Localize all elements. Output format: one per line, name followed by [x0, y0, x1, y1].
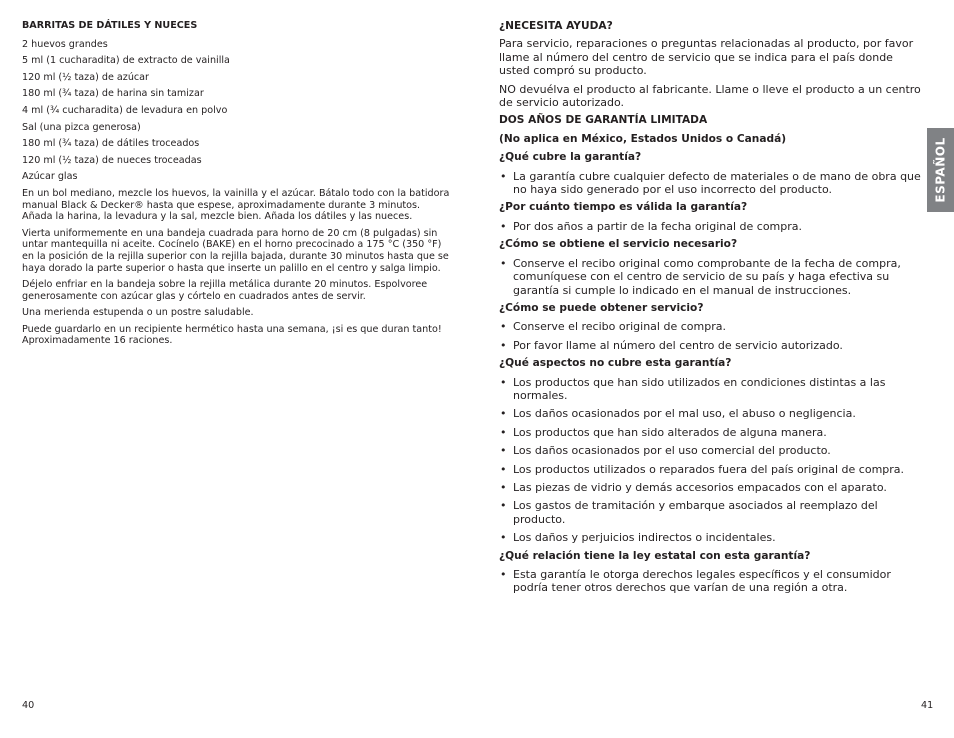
- instruction-paragraph: Una merienda estupenda o un postre saludable.: [22, 307, 254, 319]
- recipe-title: BARRITAS DE DÁTILES Y NUECES: [22, 20, 198, 31]
- page-number-left: 40: [22, 700, 35, 711]
- warranty-answer-item: • Los daños ocasionados por el mal uso, el abuso o negligencia.: [499, 407, 921, 420]
- warranty-answer-list: [499, 376, 921, 545]
- warranty-answer-item: • Conserve el recibo original como comprobante de la fecha de compra, comuníquese con el centro de servicio de su país y haga efectiva su garantía si cumple lo indicado en el manual de instrucciones.: [499, 257, 921, 297]
- ingredient-item: 180 ml (¾ taza) de dátiles troceados: [22, 138, 200, 150]
- ingredient-list: [22, 39, 452, 183]
- ingredient-item: 120 ml (½ taza) de nueces troceadas: [22, 154, 202, 166]
- help-paragraph: NO devuélva el producto al fabricante. Llame o lleve el producto a un centro de servicio autorizado.: [499, 82, 921, 110]
- instruction-paragraph: Vierta uniformemente en una bandeja cuadrada para horno de 20 cm (8 pulgadas) sin untar mantequilla ni aceite. Cocínelo (BAKE) en el horno precocinado a 175 °C (350 °F) en la posición de la rejilla superior con la rejilla bajada, durante 30 minutos hasta que se haya dorado la parte superior o hasta que inserte un palillo en el centro y salga limpio.: [22, 227, 449, 274]
- warranty-answer-list: [499, 170, 921, 197]
- instruction-paragraph: Déjelo enfriar en la bandeja sobre la rejilla metálica durante 20 minutos. Espolvoree generosamente con azúcar glas y córtelo en cuadrados antes de servir.: [22, 279, 428, 302]
- ingredient-item: Azúcar glas: [22, 171, 78, 183]
- ingredient-item: 4 ml (¾ cucharadita) de levadura en polvo: [22, 104, 228, 116]
- left-page: [22, 20, 452, 352]
- warranty-question: ¿Qué aspectos no cubre esta garantía?: [499, 357, 732, 370]
- warranty-answer-list: [499, 220, 921, 233]
- warranty-answer-item: • Los productos que han sido alterados de alguna manera.: [499, 426, 921, 439]
- instruction-paragraph: En un bol mediano, mezcle los huevos, la vainilla y el azúcar. Bátalo todo con la batidora manual Black & Decker® hasta que espese, aproximadamente durante 3 minutos. Añada la harina, la levadura y la sal, mezcle bien. Añada los dátiles y las nueces.: [22, 187, 450, 223]
- warranty-heading: DOS AÑOS DE GARANTÍA LIMITADA: [499, 114, 708, 127]
- warranty-answer-item: • Los daños ocasionados por el uso comercial del producto.: [499, 444, 921, 457]
- warranty-answer-list: [499, 320, 921, 352]
- warranty-subheading: (No aplica en México, Estados Unidos o Canadá): [499, 132, 787, 145]
- warranty-question: ¿Por cuánto tiempo es válida la garantía?: [499, 201, 748, 214]
- warranty-question: ¿Cómo se obtiene el servicio necesario?: [499, 238, 738, 251]
- ingredient-item: 2 huevos grandes: [22, 38, 108, 50]
- language-tab-label: ESPAÑOL: [933, 137, 948, 203]
- warranty-answer-item: • Los productos que han sido utilizados en condiciones distintas a las normales.: [499, 376, 921, 403]
- warranty-question: ¿Qué relación tiene la ley estatal con esta garantía?: [499, 549, 811, 562]
- warranty-answer-item: • Las piezas de vidrio y demás accesorios empacados con el aparato.: [499, 481, 921, 494]
- help-heading: ¿NECESITA AYUDA?: [499, 20, 613, 32]
- warranty-answer-item: • Conserve el recibo original de compra.: [499, 320, 921, 333]
- right-page: [499, 20, 921, 600]
- warranty-answer-item: • Por favor llame al número del centro de servicio autorizado.: [499, 339, 921, 352]
- page-number-right: 41: [921, 700, 934, 711]
- instruction-paragraph: Puede guardarlo en un recipiente hermético hasta una semana, ¡si es que duran tanto! Aproximadamente 16 raciones.: [22, 323, 442, 347]
- recipe-instructions: [22, 188, 452, 347]
- ingredient-item: 180 ml (¾ taza) de harina sin tamizar: [22, 88, 204, 100]
- ingredient-item: Sal (una pizca generosa): [22, 121, 141, 133]
- warranty-answer-list: [499, 257, 921, 297]
- warranty-question: ¿Cómo se puede obtener servicio?: [499, 301, 704, 314]
- warranty-answer-item: • Los gastos de tramitación y embarque asociados al reemplazo del producto.: [499, 499, 921, 526]
- ingredient-item: 120 ml (½ taza) de azúcar: [22, 71, 149, 83]
- warranty-answer-item: • La garantía cubre cualquier defecto de materiales o de mano de obra que no haya sido generado por el uso incorrecto del producto.: [499, 170, 921, 197]
- warranty-answer-item: • Esta garantía le otorga derechos legales específicos y el consumidor podría tener otros derechos que varían de una región a otra.: [499, 568, 921, 595]
- warranty-question: ¿Qué cubre la garantía?: [499, 151, 642, 164]
- warranty-answer-item: • Los daños y perjuicios indirectos o incidentales.: [499, 531, 921, 544]
- warranty-answer-item: • Por dos años a partir de la fecha original de compra.: [499, 220, 921, 233]
- help-paragraph: Para servicio, reparaciones o preguntas relacionadas al producto, por favor llame al número del centro de servicio que se indica para el país donde usted compró su producto.: [499, 37, 914, 78]
- warranty-sections: [499, 151, 921, 595]
- ingredient-item: 5 ml (1 cucharadita) de extracto de vainilla: [22, 55, 230, 67]
- warranty-answer-item: • Los productos utilizados o reparados fuera del país original de compra.: [499, 463, 921, 476]
- language-tab: [927, 128, 954, 212]
- warranty-answer-list: [499, 568, 921, 595]
